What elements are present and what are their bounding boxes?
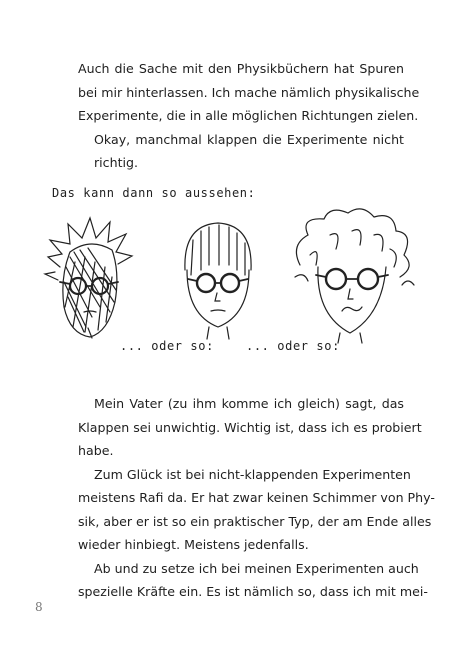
- text-line: Ab und zu setze ich bei meinen Experimenten auch: [94, 560, 419, 576]
- text-line: spezielle Kräfte ein. Es ist nämlich so, dass ich mit mei-: [78, 584, 428, 599]
- page-number: 8: [35, 600, 43, 614]
- text-line: Auch die Sache mit den Physikbüchern hat Spuren: [78, 61, 404, 76]
- text-line: sik, aber er ist so ein praktischer Typ, der am Ende alles: [78, 513, 432, 529]
- label-oder-so-1: ... oder so:: [120, 339, 214, 353]
- face-1-illustration: [40, 212, 140, 352]
- paragraph-5: [78, 557, 428, 604]
- text-line: Mein Vater (zu ihm komme ich gleich) sagt, das: [94, 396, 404, 411]
- face-2-illustration: [173, 215, 263, 345]
- text-line: meistens Rafi da. Er hat zwar keinen Schimmer von Phy-: [78, 490, 435, 505]
- text-line: bei mir hinterlassen. Ich mache nämlich physikalische: [78, 84, 420, 100]
- text-line: wieder hinbiegt. Meistens jedenfalls.: [78, 537, 309, 552]
- paragraph-4: [78, 463, 435, 557]
- text-line: Experimente, die in alle möglichen Richtungen zielen.: [78, 108, 419, 123]
- text-line: Okay, manchmal klappen die Experimente nicht: [94, 131, 404, 147]
- text-line: Klappen sei unwichtig. Wichtig ist, dass ich es probiert: [78, 419, 422, 435]
- face-3-illustration: [290, 205, 420, 345]
- paragraph-3: [78, 392, 422, 463]
- text-line: habe.: [78, 443, 114, 458]
- text-line: richtig.: [94, 155, 139, 170]
- paragraph-2: [78, 128, 404, 175]
- text-line: Zum Glück ist bei nicht-klappenden Experimenten: [94, 466, 411, 482]
- label-oder-so-2: ... oder so:: [246, 339, 340, 353]
- paragraph-1: [78, 57, 420, 128]
- illustration-caption: Das kann dann so aussehen:: [52, 186, 256, 200]
